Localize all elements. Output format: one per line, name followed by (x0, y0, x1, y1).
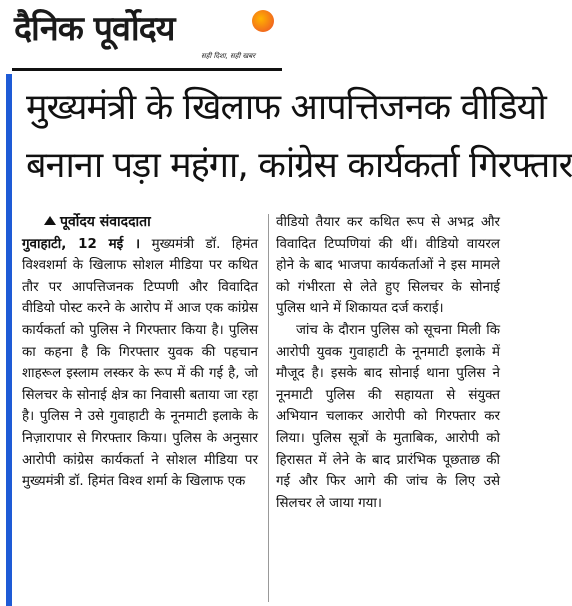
article-column-left (22, 212, 258, 493)
right-paragraph-1: वीडियो तैयार कर कथित रूप से अभद्र और विवादित टिप्पणियां की थीं। वीडियो वायरल होने के बाद भाजपा कार्यकर्ताओं ने इस मामले को गंभीरता से लेते हुए सिलचर के सोनाई पुलिस थाने में शिकायत दर्ज कराई। (276, 215, 500, 317)
article-column-right (276, 212, 500, 514)
triangle-icon (44, 216, 56, 225)
masthead (0, 0, 300, 70)
byline (22, 212, 258, 234)
right-paragraph-2: जांच के दौरान पुलिस को सूचना मिली कि आरोपी युवक गुवाहाटी के नूनमाटी इलाके में मौजूद है। इसके बाद सोनाई थाना पुलिस ने नूनमाटी पुलिस की सहायता से संयुक्त अभियान चलाकर आरोपी को गिरफ्तार कर लिया। पुलिस सूत्रों के मुताबिक, आरोपी को हिरासत में लेने के बाद प्रारंभिक पूछताछ की गई और फिर आगे की जांच के लिए उसे सिलचर ले जाया गया। (276, 322, 500, 511)
left-paragraph (22, 234, 258, 493)
logo-tagline: सही दिशा, सही खबर (201, 52, 256, 60)
left-paragraph-text: मुख्यमंत्री डॉ. हिमंत विश्वशर्मा के खिलाफ सोशल मीडिया पर कथित तौर पर आपत्तिजनक टिप्पणी और विवादित वीडियो पोस्ट करने के आरोप में आज एक कांग्रेस कार्यकर्ता को पुलिस ने गिरफ्तार किया है। पुलिस का कहना है कि गिरफ्तार युवक की पहचान शाहरूल इस्लाम लस्कर के रूप में की गई है, जो सिलचर के सोनाई क्षेत्र का निवासी बताया जा रहा है। पुलिस ने उसे गुवाहाटी के नूनमाटी इलाके के निज़ारापार से गिरफ्तार किया। पुलिस के अनुसार आरोपी कांग्रेस कार्यकर्ता ने सोशल मीडिया पर मुख्यमंत्री डॉ. हिमंत विश्व शर्मा के खिलाफ एक (22, 236, 258, 490)
headline-line-2: बनाना पड़ा महंगा, कांग्रेस कार्यकर्ता गिरफ्तार (26, 145, 572, 186)
accent-bar (6, 74, 12, 606)
logo-sun-icon (252, 10, 274, 32)
masthead-divider (12, 68, 282, 71)
dateline: गुवाहाटी, 12 मई । (22, 236, 141, 252)
byline-text: पूर्वोदय संवाददाता (60, 214, 151, 230)
newspaper-logo: दैनिक पूर्वोदय (14, 9, 175, 49)
headline-line-1: मुख्यमंत्री के खिलाफ आपत्तिजनक वीडियो (26, 87, 546, 128)
column-divider (268, 214, 269, 602)
